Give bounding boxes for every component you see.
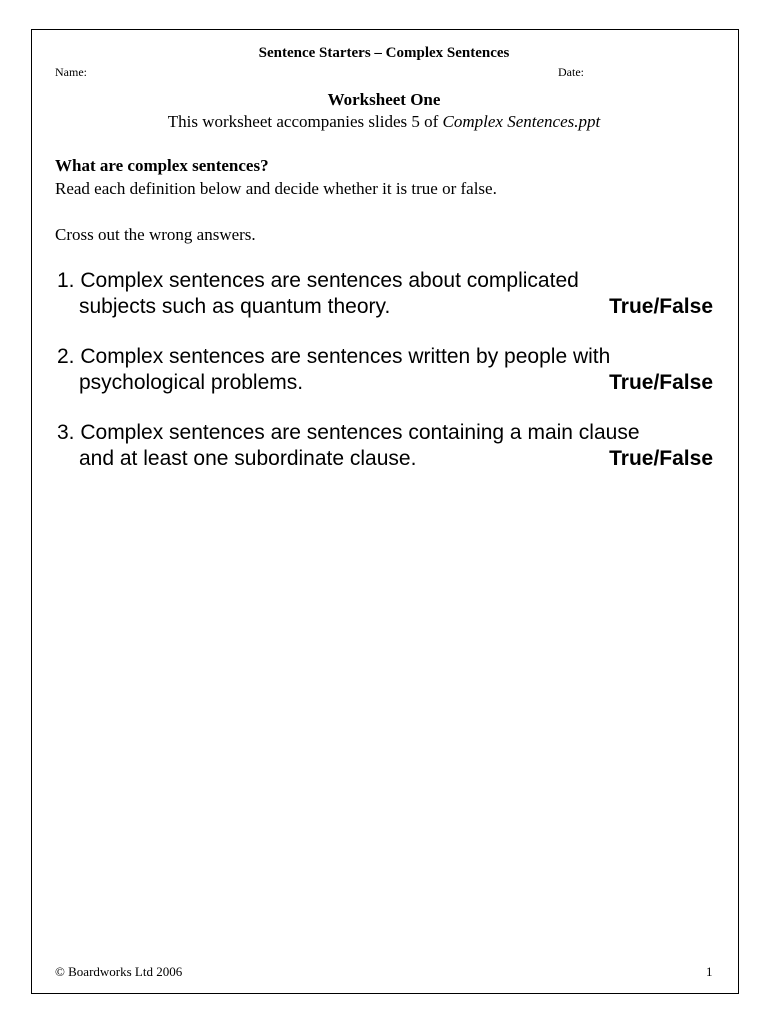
worksheet-subtitle [0,112,768,132]
question-text-line1: 2. Complex sentences are sentences written by people with [57,345,611,368]
instructions-heading: What are complex sentences? [55,156,269,175]
date-label: Date: [558,65,584,79]
question-text-line1: 1. Complex sentences are sentences about complicated [57,269,579,292]
true-false-answer: True/False [609,447,713,470]
instructions-cross-out: Cross out the wrong answers. [55,225,256,244]
instructions-line: Read each definition below and decide whether it is true or false. [55,179,497,198]
question-text-line2: subjects such as quantum theory. [79,295,391,318]
worksheet-title: Worksheet One [327,90,441,109]
question-2 [57,344,717,396]
question-text-line1: 3. Complex sentences are sentences containing a main clause [57,421,640,444]
document-header-title: Sentence Starters – Complex Sentences [258,45,510,61]
name-label: Name: [55,65,87,79]
true-false-answer: True/False [609,371,713,394]
true-false-answer: True/False [609,295,713,318]
question-3 [57,420,717,472]
worksheet-subtitle-text: This worksheet accompanies slides 5 of [167,112,443,131]
question-text-line2: psychological problems. [79,371,304,394]
worksheet-subtitle-file: Complex Sentences.ppt [442,112,601,131]
question-1 [57,268,717,320]
copyright-notice: © Boardworks Ltd 2006 [55,964,183,979]
page-number: 1 [706,964,713,979]
question-text-line2: and at least one subordinate clause. [79,447,417,470]
